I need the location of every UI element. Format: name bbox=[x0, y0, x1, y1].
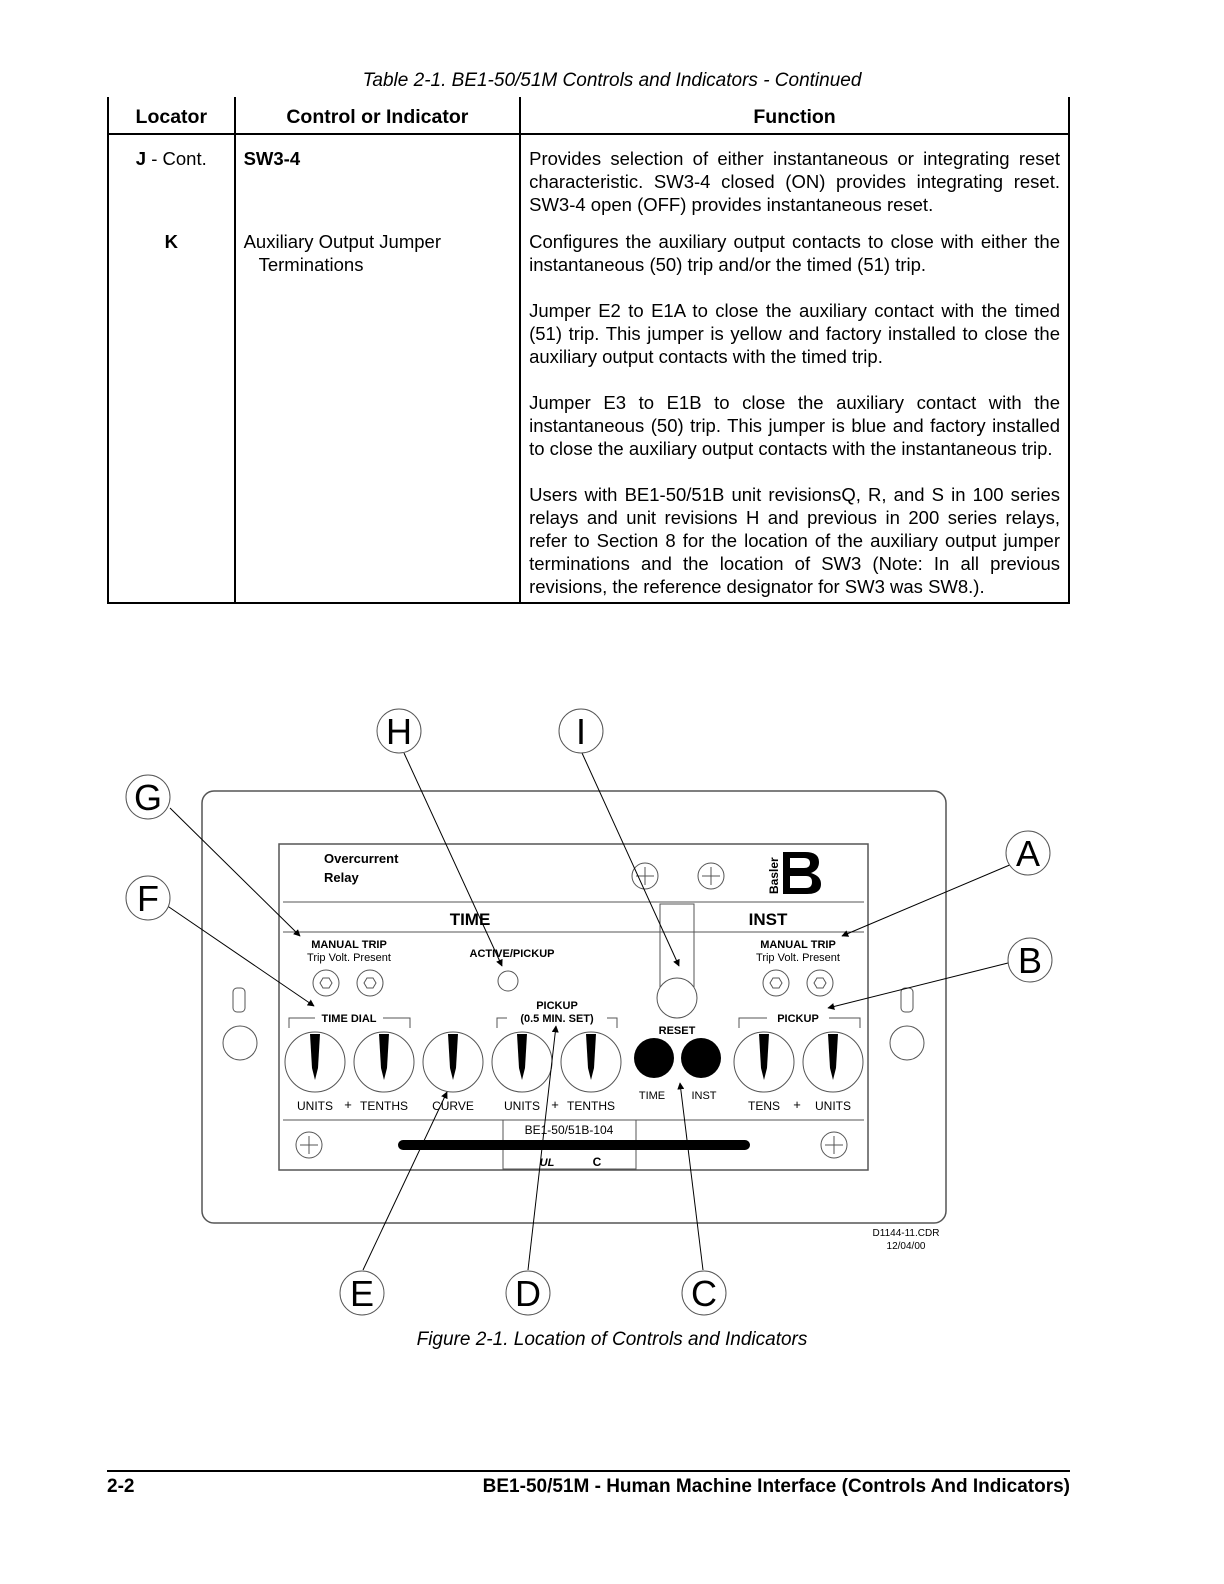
inst-trip-volt-label: Trip Volt. Present bbox=[756, 952, 840, 964]
relay-front-panel-figure bbox=[0, 680, 1224, 1320]
latch-slot-right bbox=[901, 988, 913, 1012]
inst-tens-knob[interactable] bbox=[734, 1032, 794, 1092]
function-paragraph: Provides selection of either instantaneous or integrating reset characteristic. SW3-4 closed (ON) provides integrating reset. SW3-4 open (OFF) provides instantaneous reset. bbox=[529, 148, 1060, 215]
callout-h bbox=[377, 709, 421, 753]
function-paragraph: Jumper E2 to E1A to close the auxiliary contact with the timed (51) trip. This jumper is yellow and factory installed to close the auxiliary output contacts with the timed trip. bbox=[529, 300, 1060, 367]
table-row bbox=[108, 230, 1069, 603]
mount-hole-left bbox=[223, 1026, 257, 1060]
screw-icon bbox=[821, 1132, 847, 1158]
function-cell bbox=[520, 230, 1069, 603]
function-cell bbox=[520, 134, 1069, 230]
callout-letter: G bbox=[133, 777, 163, 818]
inst-target-label: INST bbox=[691, 1090, 717, 1102]
header-locator: Locator bbox=[108, 97, 235, 134]
basler-logo bbox=[767, 852, 821, 894]
figure-caption: Figure 2-1. Location of Controls and Indicators bbox=[416, 1329, 808, 1350]
ul-mark: UL bbox=[539, 1157, 555, 1169]
callout-letter: B bbox=[1017, 940, 1043, 981]
time-manual-trip-label: MANUAL TRIP bbox=[311, 939, 387, 951]
reset-button[interactable] bbox=[657, 978, 697, 1018]
pickup-units-knob[interactable] bbox=[492, 1032, 552, 1092]
plus-sign: + bbox=[344, 1097, 352, 1112]
inst-units-knob[interactable] bbox=[803, 1032, 863, 1092]
callout-e bbox=[340, 1271, 384, 1315]
mount-hole-right bbox=[890, 1026, 924, 1060]
time-dial-label: TIME DIAL bbox=[321, 1013, 377, 1025]
table-caption: Table 2-1. BE1-50/51M Controls and Indicators - Continued bbox=[362, 70, 862, 91]
control-name: SW3-4 bbox=[243, 148, 301, 169]
pickup-min-label: (0.5 MIN. SET) bbox=[520, 1013, 594, 1025]
time-trip-volt-jack[interactable] bbox=[357, 970, 383, 996]
time-dial-tenths-knob[interactable] bbox=[354, 1032, 414, 1092]
panel-title-line2: Relay bbox=[324, 870, 359, 885]
drawing-date: 12/04/00 bbox=[886, 1241, 926, 1252]
reset-label: RESET bbox=[658, 1025, 696, 1037]
inst-trip-volt-jack[interactable] bbox=[763, 970, 789, 996]
pickup-label: PICKUP bbox=[536, 1000, 578, 1012]
callout-i bbox=[559, 709, 603, 753]
control-cell bbox=[235, 134, 521, 230]
table-row bbox=[108, 134, 1069, 230]
callout-g bbox=[126, 775, 170, 819]
control-cell bbox=[235, 230, 521, 603]
screw-icon bbox=[296, 1132, 322, 1158]
inst-pickup-label: PICKUP bbox=[777, 1013, 819, 1025]
header-control: Control or Indicator bbox=[235, 97, 521, 134]
function-paragraph: Users with BE1-50/51B unit revisionsQ, R, and S in 100 series relays and unit revisions H and previous in 200 series relays, refer to Section 8 for the location of the auxiliary output jumper terminations and the location of SW3 (Note: In all previous revisions, the reference designator for SW3 was SW8.). bbox=[529, 484, 1060, 597]
pickup-tenths-knob[interactable] bbox=[561, 1032, 621, 1092]
drawing-id: D1144-11.CDR bbox=[872, 1228, 940, 1239]
time-trip-volt-jack[interactable] bbox=[313, 970, 339, 996]
callout-letter: H bbox=[386, 711, 412, 752]
callout-a bbox=[1006, 831, 1050, 875]
latch-slot-left bbox=[233, 988, 245, 1012]
function-paragraph: Jumper E3 to E1B to close the auxiliary contact with the instantaneous (50) trip. This jumper is blue and factory installed to close the auxiliary output contacts with the instantaneous trip. bbox=[529, 392, 1060, 459]
callout-letter: F bbox=[137, 878, 159, 919]
screw-icon bbox=[698, 863, 724, 889]
locator-cell bbox=[108, 134, 235, 230]
footer-rule bbox=[107, 1470, 1070, 1472]
plus-sign: + bbox=[551, 1097, 559, 1112]
table-header-row bbox=[108, 97, 1069, 134]
time-target-indicator bbox=[634, 1038, 674, 1078]
knob-label: TENTHS bbox=[567, 1099, 615, 1113]
callout-letter: A bbox=[1015, 833, 1041, 874]
callout-letter: D bbox=[515, 1273, 541, 1314]
locator-letter: K bbox=[164, 231, 178, 252]
inst-manual-trip-label: MANUAL TRIP bbox=[760, 939, 836, 951]
callout-letter: I bbox=[575, 711, 587, 752]
control-name-line2: Terminations bbox=[258, 254, 364, 275]
inst-target-indicator bbox=[681, 1038, 721, 1078]
inst-header: INST bbox=[748, 910, 788, 929]
knob-label: UNITS bbox=[815, 1099, 851, 1113]
locator-cell bbox=[108, 230, 235, 603]
active-pickup-led bbox=[498, 971, 518, 991]
active-pickup-label: ACTIVE/PICKUP bbox=[469, 948, 555, 960]
csa-mark: C bbox=[592, 1155, 602, 1169]
callout-f bbox=[126, 876, 170, 920]
knob-label: CURVE bbox=[432, 1099, 474, 1113]
callout-letter: E bbox=[349, 1273, 375, 1314]
panel-title-line1: Overcurrent bbox=[324, 851, 399, 866]
brand-text: Basler bbox=[767, 857, 781, 894]
callout-c bbox=[682, 1271, 726, 1315]
function-paragraph: Configures the auxiliary output contacts to close with either the instantaneous (50) trip and/or the timed (51) trip. bbox=[529, 231, 1060, 275]
locator-suffix: - Cont. bbox=[146, 148, 207, 169]
callout-b bbox=[1008, 938, 1052, 982]
curve-knob[interactable] bbox=[423, 1032, 483, 1092]
locator-letter: J bbox=[135, 148, 147, 169]
callout-letter: C bbox=[691, 1273, 717, 1314]
time-trip-volt-label: Trip Volt. Present bbox=[307, 952, 391, 964]
control-name-line1: Auxiliary Output Jumper bbox=[243, 231, 441, 252]
handle-bar[interactable] bbox=[398, 1140, 750, 1150]
inst-trip-volt-jack[interactable] bbox=[807, 970, 833, 996]
callout-d bbox=[506, 1271, 550, 1315]
knob-label: TENS bbox=[747, 1099, 781, 1113]
time-dial-units-knob[interactable] bbox=[285, 1032, 345, 1092]
header-function: Function bbox=[520, 97, 1069, 134]
page-number: 2-2 bbox=[107, 1476, 135, 1497]
knob-label: TENTHS bbox=[360, 1099, 408, 1113]
footer-title: BE1-50/51M - Human Machine Interface (Controls And Indicators) bbox=[482, 1476, 1070, 1497]
knob-label: UNITS bbox=[504, 1099, 540, 1113]
controls-table bbox=[107, 97, 1070, 604]
plus-sign: + bbox=[793, 1097, 801, 1112]
model-number: BE1-50/51B-104 bbox=[524, 1123, 614, 1137]
time-target-label: TIME bbox=[638, 1090, 666, 1102]
screw-icon bbox=[632, 863, 658, 889]
time-header: TIME bbox=[449, 910, 491, 929]
knob-label: UNITS bbox=[297, 1099, 333, 1113]
